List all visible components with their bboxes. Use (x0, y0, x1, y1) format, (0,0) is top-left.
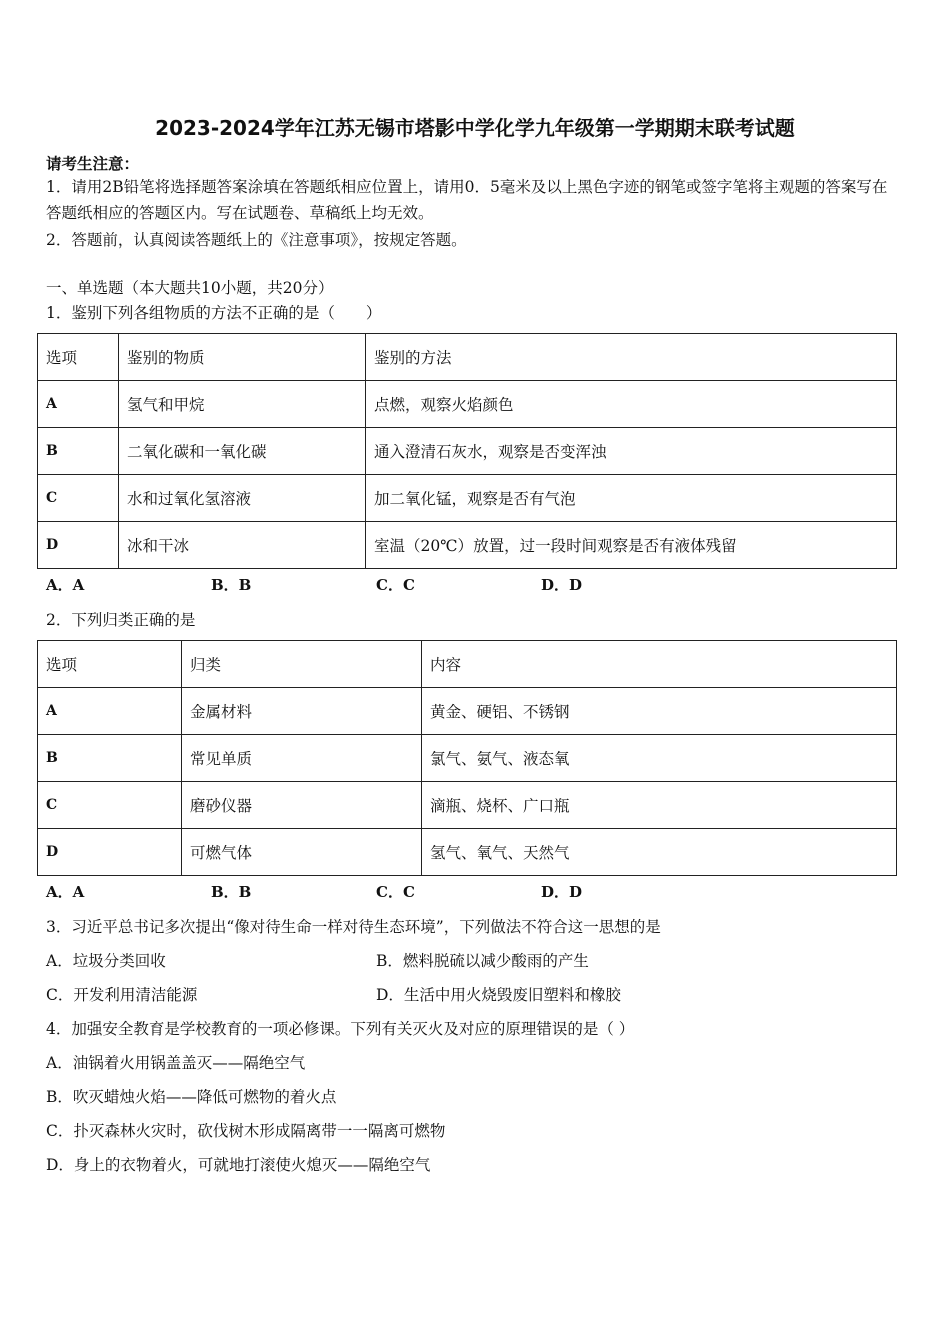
q2-option-d[interactable]: D．D (541, 883, 583, 901)
q1-header-option: 选项 (38, 334, 119, 381)
q1-table (37, 333, 897, 569)
q1-header-method: 鉴别的方法 (366, 334, 897, 381)
q1-option-b[interactable]: B．B (211, 576, 252, 594)
section-heading: 一、单选题（本大题共10小题，共20分） (46, 279, 334, 297)
q2-header-category: 归类 (182, 641, 422, 688)
table-row (38, 381, 897, 428)
q3-option-a[interactable]: A．垃圾分类回收 (46, 952, 166, 970)
q2-row-b-letter: B (38, 735, 182, 782)
table-row (38, 829, 897, 876)
q1-row-a-substance: 氢气和甲烷 (119, 381, 366, 428)
q4-option-c[interactable]: C．扑灭森林火灾时，砍伐树木形成隔离带一一隔离可燃物 (46, 1122, 446, 1140)
q1-header-substance: 鉴别的物质 (119, 334, 366, 381)
table-row (38, 522, 897, 569)
q3-option-b[interactable]: B．燃料脱硫以减少酸雨的产生 (376, 952, 589, 970)
q1-stem: 1．鉴别下列各组物质的方法不正确的是（ ） (46, 304, 382, 322)
q1-row-c-letter: C (38, 475, 119, 522)
q2-table (37, 640, 897, 876)
q2-header-content: 内容 (422, 641, 897, 688)
q1-option-a[interactable]: A．A (46, 576, 85, 594)
table-row (38, 782, 897, 829)
q2-row-c-category: 磨砂仪器 (182, 782, 422, 829)
q2-row-a-letter: A (38, 688, 182, 735)
q2-row-b-category: 常见单质 (182, 735, 422, 782)
q3-stem: 3．习近平总书记多次提出“像对待生命一样对待生态环境”，下列做法不符合这一思想的是 (46, 918, 661, 936)
q1-option-d[interactable]: D．D (541, 576, 583, 594)
q1-row-b-method: 通入澄清石灰水，观察是否变浑浊 (366, 428, 897, 475)
q2-row-d-content: 氢气、氧气、天然气 (422, 829, 897, 876)
q2-stem: 2．下列归类正确的是 (46, 611, 196, 629)
q2-row-a-category: 金属材料 (182, 688, 422, 735)
notice-item-1: 1．请用2B铅笔将选择题答案涂填在答题纸相应位置上，请用0．5毫米及以上黑色字迹的钢笔或签字笔将主观题的答案写在答题纸相应的答题区内。写在试题卷、草稿纸上均无效。 (46, 178, 888, 222)
q1-row-a-method: 点燃，观察火焰颜色 (366, 381, 897, 428)
q2-header-option: 选项 (38, 641, 182, 688)
table-row (38, 641, 897, 688)
q1-row-c-method: 加二氧化锰，观察是否有气泡 (366, 475, 897, 522)
q2-row-c-letter: C (38, 782, 182, 829)
table-row (38, 735, 897, 782)
q1-option-c[interactable]: C．C (376, 576, 415, 594)
q4-option-b[interactable]: B．吹灭蜡烛火焰——降低可燃物的着火点 (46, 1088, 337, 1106)
q1-row-b-letter: B (38, 428, 119, 475)
table-row (38, 475, 897, 522)
q1-row-d-letter: D (38, 522, 119, 569)
q4-option-a[interactable]: A．油锅着火用锅盖盖灭——隔绝空气 (46, 1054, 306, 1072)
notice-item-2: 2．答题前，认真阅读答题纸上的《注意事项》，按规定答题。 (46, 231, 467, 249)
table-row (38, 334, 897, 381)
q1-row-b-substance: 二氧化碳和一氧化碳 (119, 428, 366, 475)
q2-row-c-content: 滴瓶、烧杯、广口瓶 (422, 782, 897, 829)
q3-option-c[interactable]: C．开发利用清洁能源 (46, 986, 198, 1004)
table-row (38, 688, 897, 735)
q2-option-c[interactable]: C．C (376, 883, 415, 901)
q1-row-d-substance: 冰和干冰 (119, 522, 366, 569)
q2-row-d-category: 可燃气体 (182, 829, 422, 876)
q2-row-b-content: 氯气、氨气、液态氧 (422, 735, 897, 782)
q1-row-a-letter: A (38, 381, 119, 428)
q2-option-a[interactable]: A．A (46, 883, 85, 901)
table-row (38, 428, 897, 475)
q2-row-d-letter: D (38, 829, 182, 876)
q4-stem: 4．加强安全教育是学校教育的一项必修课。下列有关灭火及对应的原理错误的是（ ） (46, 1020, 635, 1038)
q3-option-d[interactable]: D．生活中用火烧毁废旧塑料和橡胶 (376, 986, 621, 1004)
q1-row-c-substance: 水和过氧化氢溶液 (119, 475, 366, 522)
q4-option-d[interactable]: D．身上的衣物着火，可就地打滚使火熄灭——隔绝空气 (46, 1156, 431, 1174)
q2-row-a-content: 黄金、硬铝、不锈钢 (422, 688, 897, 735)
notice-heading: 请考生注意： (46, 154, 140, 173)
q1-row-d-method: 室温（20℃）放置，过一段时间观察是否有液体残留 (366, 522, 897, 569)
q2-option-b[interactable]: B．B (211, 883, 252, 901)
page-title: 2023-2024学年江苏无锡市塔影中学化学九年级第一学期期末联考试题 (155, 116, 795, 140)
